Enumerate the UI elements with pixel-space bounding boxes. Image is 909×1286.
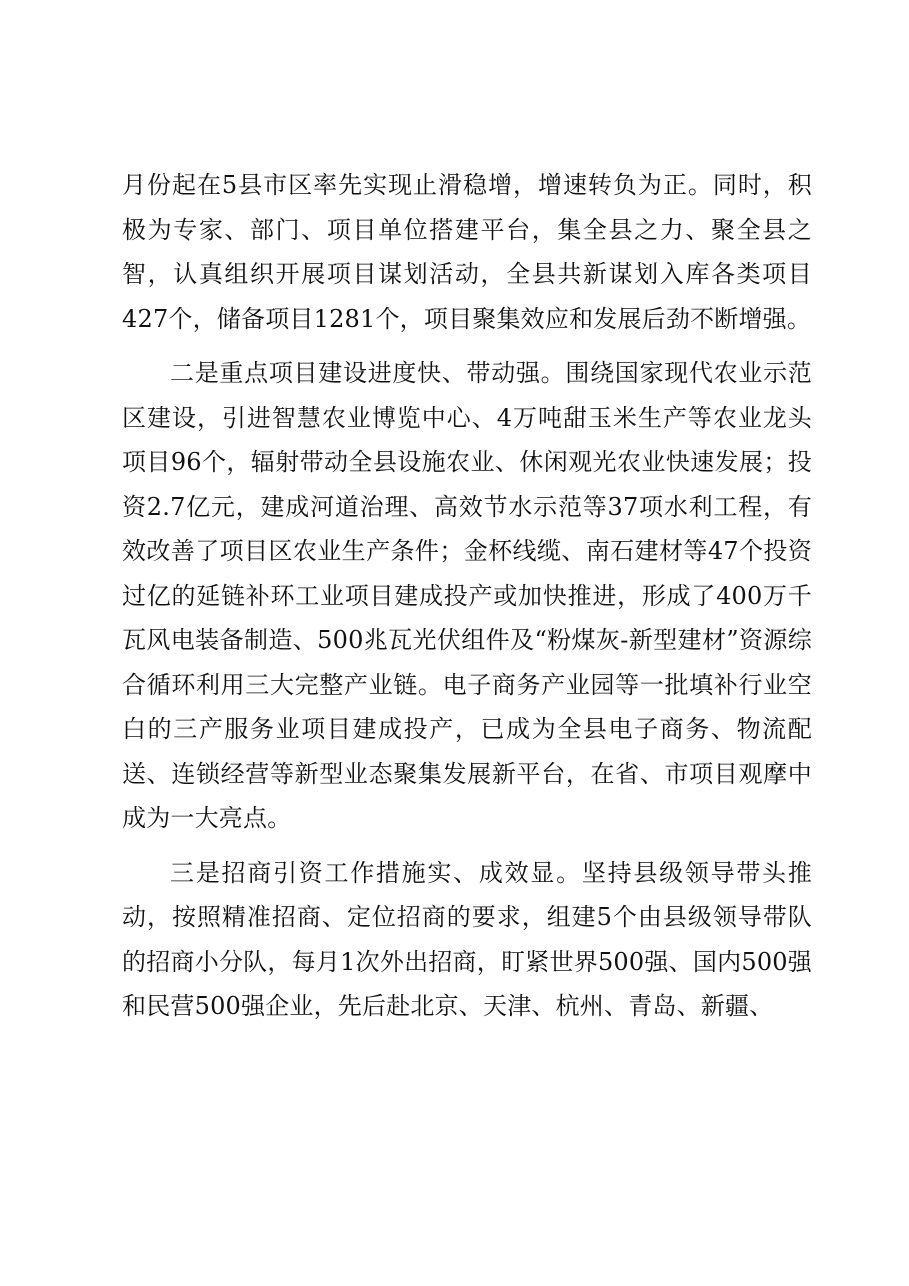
paragraph-continuation: 月份起在5县市区率先实现止滑稳增，增速转负为正。同时，积极为专家、部门、项目单位搭建平台，集全县之力、聚全县之智，认真组织开展项目谋划活动，全县共新谋划入库各类项目427个，储备项目1281个，项目聚集效应和发展后劲不断增强。	[122, 171, 812, 333]
document-body	[122, 163, 812, 1039]
paragraph-key-projects: 二是重点项目建设进度快、带动强。围绕国家现代农业示范区建设，引进智慧农业博览中心、4万吨甜玉米生产等农业龙头项目96个，辐射带动全县设施农业、休闲观光农业快速发展；投资2.7亿元，建成河道治理、高效节水示范等37项水利工程，有效改善了项目区农业生产条件；金杯线缆、南石建材等47个投资过亿的延链补环工业项目建成投产或加快推进，形成了400万千瓦风电装备制造、500兆瓦光伏组件及“粉煤灰-新型建材”资源综合循环利用三大完整产业链。电子商务产业园等一批填补行业空白的三产服务业项目建成投产，已成为全县电子商务、物流配送、连锁经营等新型业态聚集发展新平台，在省、市项目观摩中成为一大亮点。	[122, 359, 812, 832]
paragraph-investment-attraction: 三是招商引资工作措施实、成效显。坚持县级领导带头推动，按照精准招商、定位招商的要求，组建5个由县级领导带队的招商小分队，每月1次外出招商，盯紧世界500强、国内500强和民营500强企业，先后赴北京、天津、杭州、青岛、新疆、	[122, 858, 812, 1020]
